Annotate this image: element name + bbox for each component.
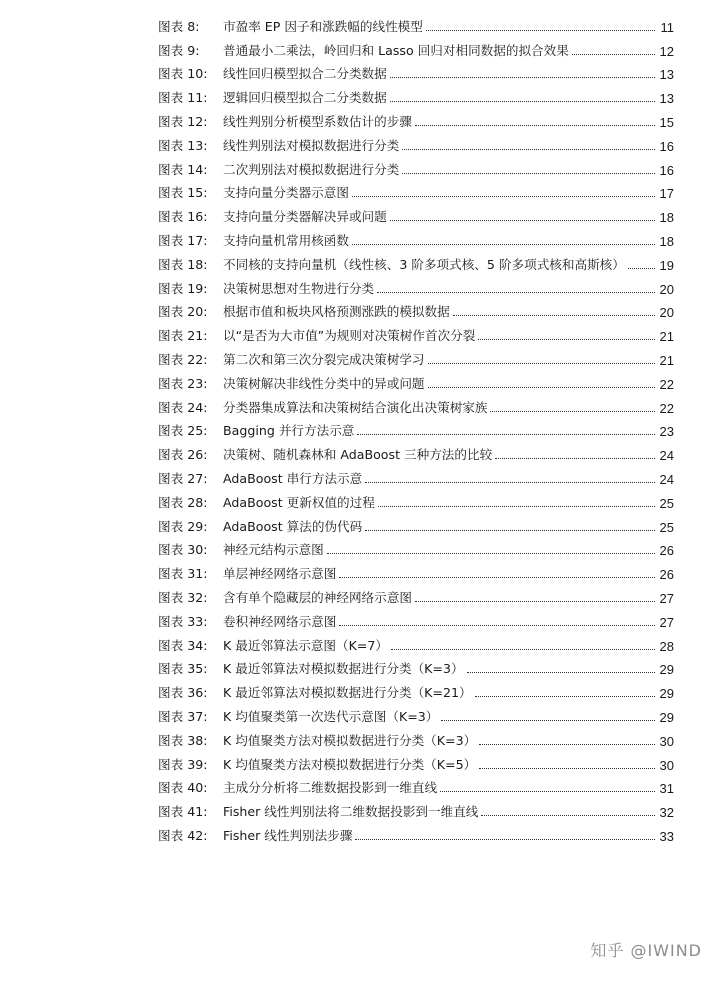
toc-dot-leader	[475, 696, 655, 697]
toc-dot-leader	[355, 839, 655, 840]
toc-entry[interactable]	[158, 416, 674, 440]
toc-dot-leader	[481, 815, 655, 816]
toc-entry-page-number: 24	[659, 471, 674, 487]
toc-entry-title: 决策树解决非线性分类中的异或问题	[223, 375, 425, 391]
toc-entry[interactable]	[158, 178, 674, 202]
toc-entry-label: 图表 39:	[158, 756, 208, 772]
toc-entry-label: 图表 21:	[158, 328, 208, 344]
toc-entry[interactable]	[158, 225, 674, 249]
toc-entry[interactable]	[158, 392, 674, 416]
toc-entry-page-number: 27	[659, 590, 674, 606]
toc-entry-label: 图表 9:	[158, 42, 200, 58]
toc-entry[interactable]	[158, 677, 674, 701]
toc-dot-leader	[390, 101, 655, 102]
toc-entry-page-number: 13	[659, 67, 674, 83]
toc-entry-label: 图表 15:	[158, 185, 208, 201]
toc-entry-label: 图表 34:	[158, 637, 208, 653]
toc-entry-page-number: 23	[659, 424, 674, 440]
toc-entry[interactable]	[158, 749, 674, 773]
toc-entry-title: AdaBoost 更新权值的过程	[223, 494, 375, 510]
toc-entry-title: 二次判别法对模拟数据进行分类	[223, 161, 400, 177]
toc-dot-leader	[391, 649, 655, 650]
toc-entry-page-number: 27	[659, 614, 674, 630]
toc-entry-page-number: 29	[659, 662, 674, 678]
toc-entry-page-number: 17	[659, 186, 674, 202]
toc-entry-label: 图表 20:	[158, 304, 208, 320]
toc-entry-label: 图表 26:	[158, 447, 208, 463]
toc-entry-label: 图表 41:	[158, 804, 208, 820]
toc-entry-page-number: 29	[659, 709, 674, 725]
toc-entry-page-number: 12	[659, 43, 674, 59]
toc-entry[interactable]	[158, 535, 674, 559]
toc-dot-leader	[428, 387, 656, 388]
toc-entry[interactable]	[158, 439, 674, 463]
toc-entry-title: AdaBoost 串行方法示意	[223, 470, 363, 486]
toc-entry[interactable]	[158, 487, 674, 511]
toc-entry-title: 逻辑回归模型拟合二分类数据	[223, 90, 387, 106]
toc-dot-leader	[495, 458, 655, 459]
toc-entry[interactable]	[158, 35, 674, 59]
toc-entry-page-number: 26	[659, 543, 674, 559]
toc-entry-page-number: 16	[659, 138, 674, 154]
toc-entry-page-number: 21	[659, 352, 674, 368]
toc-entry-page-number: 32	[659, 805, 674, 821]
toc-entry[interactable]	[158, 725, 674, 749]
toc-entry-label: 图表 37:	[158, 708, 208, 724]
toc-entry[interactable]	[158, 630, 674, 654]
toc-dot-leader	[327, 553, 655, 554]
toc-dot-leader	[572, 54, 655, 55]
toc-entry[interactable]	[158, 249, 674, 273]
toc-entry[interactable]	[158, 654, 674, 678]
toc-entry[interactable]	[158, 297, 674, 321]
toc-entry[interactable]	[158, 344, 674, 368]
toc-dot-leader	[441, 720, 655, 721]
toc-entry-page-number: 29	[659, 686, 674, 702]
toc-entry[interactable]	[158, 796, 674, 820]
toc-dot-leader	[390, 77, 655, 78]
toc-entry-page-number: 19	[659, 257, 674, 273]
toc-entry-label: 图表 17:	[158, 232, 208, 248]
toc-entry-label: 图表 40:	[158, 780, 208, 796]
toc-dot-leader	[352, 196, 655, 197]
toc-entry-page-number: 22	[659, 400, 674, 416]
toc-dot-leader	[339, 577, 655, 578]
toc-entry-page-number: 11	[660, 19, 674, 35]
toc-entry[interactable]	[158, 82, 674, 106]
toc-entry[interactable]	[158, 701, 674, 725]
toc-dot-leader	[377, 292, 655, 293]
toc-entry-page-number: 25	[659, 519, 674, 535]
toc-entry-label: 图表 14:	[158, 161, 208, 177]
toc-entry-label: 图表 18:	[158, 256, 208, 272]
toc-dot-leader	[467, 672, 655, 673]
toc-entry-title: K 最近邻算法对模拟数据进行分类（K=3）	[223, 661, 464, 677]
toc-entry-label: 图表 23:	[158, 375, 208, 391]
toc-entry-label: 图表 13:	[158, 137, 208, 153]
toc-entry-title: K 最近邻算法示意图（K=7）	[223, 637, 389, 653]
toc-entry-label: 图表 30:	[158, 542, 208, 558]
toc-dot-leader	[428, 363, 656, 364]
toc-dot-leader	[378, 506, 655, 507]
toc-entry-page-number: 31	[659, 781, 674, 797]
toc-entry-page-number: 15	[659, 114, 674, 130]
toc-entry[interactable]	[158, 273, 674, 297]
toc-entry-page-number: 28	[659, 638, 674, 654]
toc-entry[interactable]	[158, 463, 674, 487]
toc-entry-title: 支持向量分类器解决异或问题	[223, 209, 387, 225]
toc-entry-page-number: 18	[659, 210, 674, 226]
toc-entry-label: 图表 42:	[158, 827, 208, 843]
toc-dot-leader	[357, 434, 655, 435]
toc-entry-title: 普通最小二乘法，岭回归和 Lasso 回归对相同数据的拟合效果	[223, 42, 569, 58]
toc-entry[interactable]	[158, 582, 674, 606]
toc-dot-leader	[490, 411, 655, 412]
toc-entry-title: 市盈率 EP 因子和涨跌幅的线性模型	[223, 18, 423, 34]
toc-entry-title: 根据市值和板块风格预测涨跌的模拟数据	[223, 304, 450, 320]
toc-entry-title: 分类器集成算法和决策树结合演化出决策树家族	[223, 399, 488, 415]
toc-entry-page-number: 30	[659, 733, 674, 749]
toc-entry[interactable]	[158, 154, 674, 178]
toc-entry-label: 图表 36:	[158, 685, 208, 701]
toc-entry-title: Fisher 线性判别法步骤	[223, 827, 353, 843]
toc-entry-label: 图表 12:	[158, 113, 208, 129]
toc-entry-title: K 均值聚类第一次迭代示意图（K=3）	[223, 708, 439, 724]
toc-entry-page-number: 13	[659, 91, 674, 107]
toc-entry-label: 图表 35:	[158, 661, 208, 677]
toc-entry-page-number: 16	[659, 162, 674, 178]
toc-dot-leader	[390, 220, 655, 221]
toc-dot-leader	[352, 244, 655, 245]
toc-entry[interactable]	[158, 606, 674, 630]
toc-entry[interactable]	[158, 820, 674, 844]
toc-entry-label: 图表 19:	[158, 280, 208, 296]
toc-entry-title: 支持向量机常用核函数	[223, 232, 349, 248]
toc-entry[interactable]	[158, 773, 674, 797]
toc-dot-leader	[479, 768, 655, 769]
toc-dot-leader	[402, 149, 655, 150]
toc-entry-label: 图表 32:	[158, 589, 208, 605]
toc-dot-leader	[415, 601, 655, 602]
toc-dot-leader	[339, 625, 655, 626]
toc-dot-leader	[478, 339, 655, 340]
toc-entry-title: 卷积神经网络示意图	[223, 613, 337, 629]
toc-dot-leader	[479, 744, 655, 745]
toc-entry-label: 图表 11:	[158, 90, 208, 106]
toc-dot-leader	[365, 530, 655, 531]
toc-entry[interactable]	[158, 558, 674, 582]
toc-entry[interactable]	[158, 368, 674, 392]
toc-entry[interactable]	[158, 11, 674, 35]
toc-entry[interactable]	[158, 511, 674, 535]
toc-entry-title: K 均值聚类方法对模拟数据进行分类（K=5）	[223, 756, 477, 772]
toc-entry-title: 不同核的支持向量机（线性核、3 阶多项式核、5 阶多项式核和高斯核）	[223, 256, 625, 272]
toc-list	[158, 11, 674, 844]
toc-entry-page-number: 26	[659, 567, 674, 583]
toc-entry-label: 图表 10:	[158, 66, 208, 82]
toc-entry-title: K 均值聚类方法对模拟数据进行分类（K=3）	[223, 732, 477, 748]
toc-entry-title: 主成分分析将二维数据投影到一维直线	[223, 780, 438, 796]
toc-entry-title: 线性回归模型拟合二分类数据	[223, 66, 387, 82]
toc-entry-title: 决策树、随机森林和 AdaBoost 三种方法的比较	[223, 447, 493, 463]
toc-entry-page-number: 22	[659, 376, 674, 392]
toc-dot-leader	[453, 315, 655, 316]
toc-entry[interactable]	[158, 201, 674, 225]
toc-entry-title: 线性判别分析模型系数估计的步骤	[223, 113, 412, 129]
toc-entry-title: 单层神经网络示意图	[223, 566, 337, 582]
toc-dot-leader	[402, 173, 655, 174]
toc-entry-page-number: 20	[659, 305, 674, 321]
toc-entry-page-number: 18	[659, 233, 674, 249]
toc-entry-label: 图表 29:	[158, 518, 208, 534]
toc-entry-page-number: 21	[659, 329, 674, 345]
toc-entry-label: 图表 28:	[158, 494, 208, 510]
toc-entry-title: 含有单个隐藏层的神经网络示意图	[223, 589, 412, 605]
toc-entry-label: 图表 8:	[158, 18, 200, 34]
toc-entry-label: 图表 22:	[158, 351, 208, 367]
toc-entry-label: 图表 25:	[158, 423, 208, 439]
toc-entry-page-number: 24	[659, 448, 674, 464]
toc-entry-label: 图表 16:	[158, 209, 208, 225]
toc-entry-page-number: 25	[659, 495, 674, 511]
toc-entry[interactable]	[158, 59, 674, 83]
toc-entry-title: 以“是否为大市值”为规则对决策树作首次分裂	[223, 328, 476, 344]
toc-entry-label: 图表 38:	[158, 732, 208, 748]
toc-entry-title: 决策树思想对生物进行分类	[223, 280, 375, 296]
toc-entry[interactable]	[158, 320, 674, 344]
toc-entry-label: 图表 27:	[158, 470, 208, 486]
toc-dot-leader	[440, 791, 655, 792]
toc-dot-leader	[365, 482, 655, 483]
toc-dot-leader	[628, 268, 655, 269]
toc-entry-title: AdaBoost 算法的伪代码	[223, 518, 363, 534]
toc-entry-title: 线性判别法对模拟数据进行分类	[223, 137, 400, 153]
toc-entry-label: 图表 31:	[158, 566, 208, 582]
toc-entry-page-number: 30	[659, 757, 674, 773]
toc-entry-title: Fisher 线性判别法将二维数据投影到一维直线	[223, 804, 479, 820]
toc-entry-title: 支持向量分类器示意图	[223, 185, 349, 201]
toc-entry-label: 图表 24:	[158, 399, 208, 415]
toc-entry-title: 神经元结构示意图	[223, 542, 324, 558]
toc-entry-title: Bagging 并行方法示意	[223, 423, 355, 439]
toc-entry-label: 图表 33:	[158, 613, 208, 629]
toc-dot-leader	[415, 125, 655, 126]
toc-entry-page-number: 20	[659, 281, 674, 297]
toc-entry[interactable]	[158, 130, 674, 154]
toc-entry-title: K 最近邻算法对模拟数据进行分类（K=21）	[223, 685, 472, 701]
watermark: 知乎 @IWIND	[590, 941, 702, 960]
toc-entry[interactable]	[158, 106, 674, 130]
toc-dot-leader	[426, 30, 655, 31]
toc-entry-page-number: 33	[659, 828, 674, 844]
toc-entry-title: 第二次和第三次分裂完成决策树学习	[223, 351, 425, 367]
